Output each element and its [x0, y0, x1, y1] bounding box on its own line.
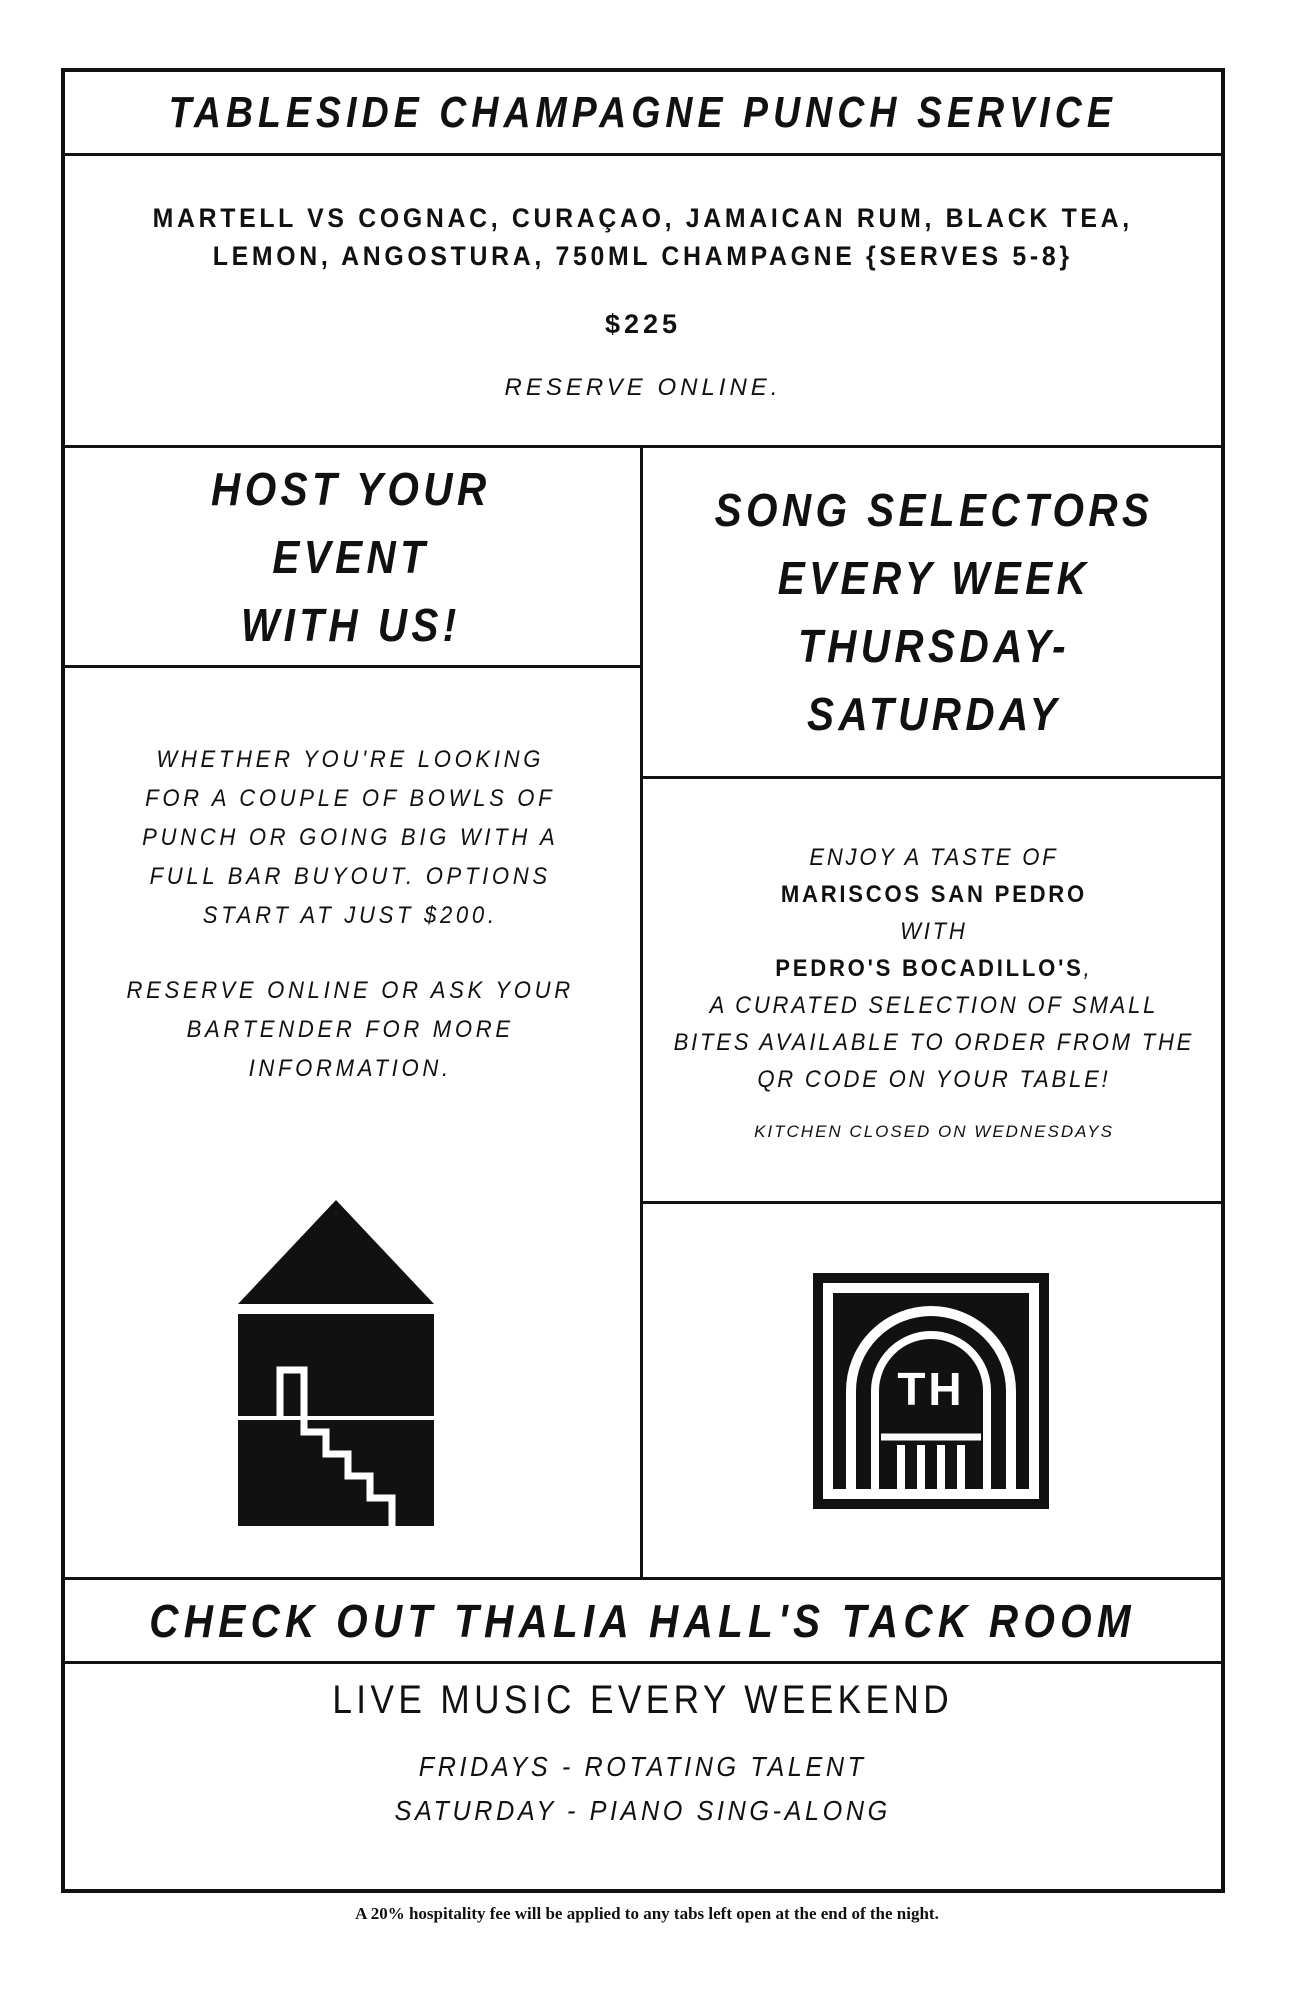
event-body-line: FOR A COUPLE OF BOWLS OF — [145, 785, 556, 812]
house-with-stairs-icon — [238, 1200, 434, 1526]
live-music-block — [61, 1664, 1225, 1834]
tack-room-title-block — [61, 1580, 1225, 1661]
tack-room-title: CHECK OUT THALIA HALL'S TACK ROOM — [149, 1594, 1137, 1647]
restaurant-name: MARISCOS SAN PEDRO — [780, 880, 1088, 908]
schedule-line: SATURDAY - PIANO SING-ALONG — [394, 1795, 892, 1826]
punch-title-block — [61, 72, 1225, 153]
selectors-line: THURSDAY-SATURDAY — [798, 620, 1070, 740]
punch-ingredients — [153, 199, 1133, 275]
food-line: WITH — [900, 917, 968, 945]
food-line: ENJOY A TASTE OF — [809, 843, 1059, 871]
divider — [61, 665, 641, 668]
event-body-line: FULL BAR BUYOUT. OPTIONS — [149, 863, 552, 890]
menu-name-comma: , — [1083, 954, 1093, 982]
kitchen-note: KITCHEN CLOSED ON WEDNESDAYS — [754, 1121, 1114, 1141]
event-body-line: WHETHER YOU'RE LOOKING — [156, 746, 545, 773]
hospitality-fee-note: A 20% hospitality fee will be applied to any tabs left open at the end of the night. — [355, 1904, 939, 1923]
event-body-line: PUNCH OR GOING BIG WITH A — [142, 824, 559, 851]
event-heading-line: HOST YOUR — [210, 462, 491, 515]
selectors-line: SONG SELECTORS — [714, 484, 1154, 536]
punch-price: $225 — [604, 309, 682, 339]
punch-title: TABLESIDE CHAMPAGNE PUNCH SERVICE — [168, 87, 1118, 137]
punch-reserve-note: RESERVE ONLINE. — [504, 374, 782, 401]
live-music-schedule — [395, 1745, 891, 1833]
ingredients-line: MARTELL VS COGNAC, CURAÇAO, JAMAICAN RUM, BLACK TEA, — [152, 203, 1134, 233]
event-heading-block — [61, 448, 640, 665]
food-line: QR CODE ON YOUR TABLE! — [757, 1065, 1111, 1093]
event-body-block — [61, 740, 640, 1120]
ingredients-line: LEMON, ANGOSTURA, 750ML CHAMPAGNE {SERVES 5-8} — [213, 241, 1073, 271]
food-block — [643, 779, 1225, 1201]
logo-text: TH — [897, 1363, 965, 1415]
event-reserve — [127, 971, 574, 1088]
event-heading-line: WITH US! — [240, 598, 461, 651]
event-body — [142, 740, 558, 935]
thalia-hall-logo-icon — [813, 1273, 1049, 1509]
event-reserve-line: BARTENDER FOR MORE — [186, 1016, 515, 1043]
live-music-heading: LIVE MUSIC EVERY WEEKEND — [332, 1678, 954, 1722]
punch-details-block — [61, 156, 1225, 445]
event-heading — [211, 455, 491, 659]
menu-name: PEDRO'S BOCADILLO'S — [775, 954, 1084, 982]
event-reserve-line: RESERVE ONLINE OR ASK YOUR — [126, 977, 575, 1004]
divider — [641, 1201, 1225, 1204]
food-line: BITES AVAILABLE TO ORDER FROM THE — [673, 1028, 1195, 1056]
song-selectors-block — [643, 448, 1225, 776]
food-text — [674, 839, 1195, 1098]
song-selectors-heading — [678, 476, 1190, 748]
event-heading-line: EVENT — [272, 530, 429, 583]
food-line — [674, 950, 1195, 987]
food-line: A CURATED SELECTION OF SMALL — [709, 991, 1159, 1019]
schedule-line: FRIDAYS - ROTATING TALENT — [419, 1751, 867, 1782]
event-reserve-line: INFORMATION. — [248, 1055, 453, 1082]
selectors-line: EVERY WEEK — [777, 552, 1091, 604]
event-body-line: START AT JUST $200. — [203, 902, 498, 929]
